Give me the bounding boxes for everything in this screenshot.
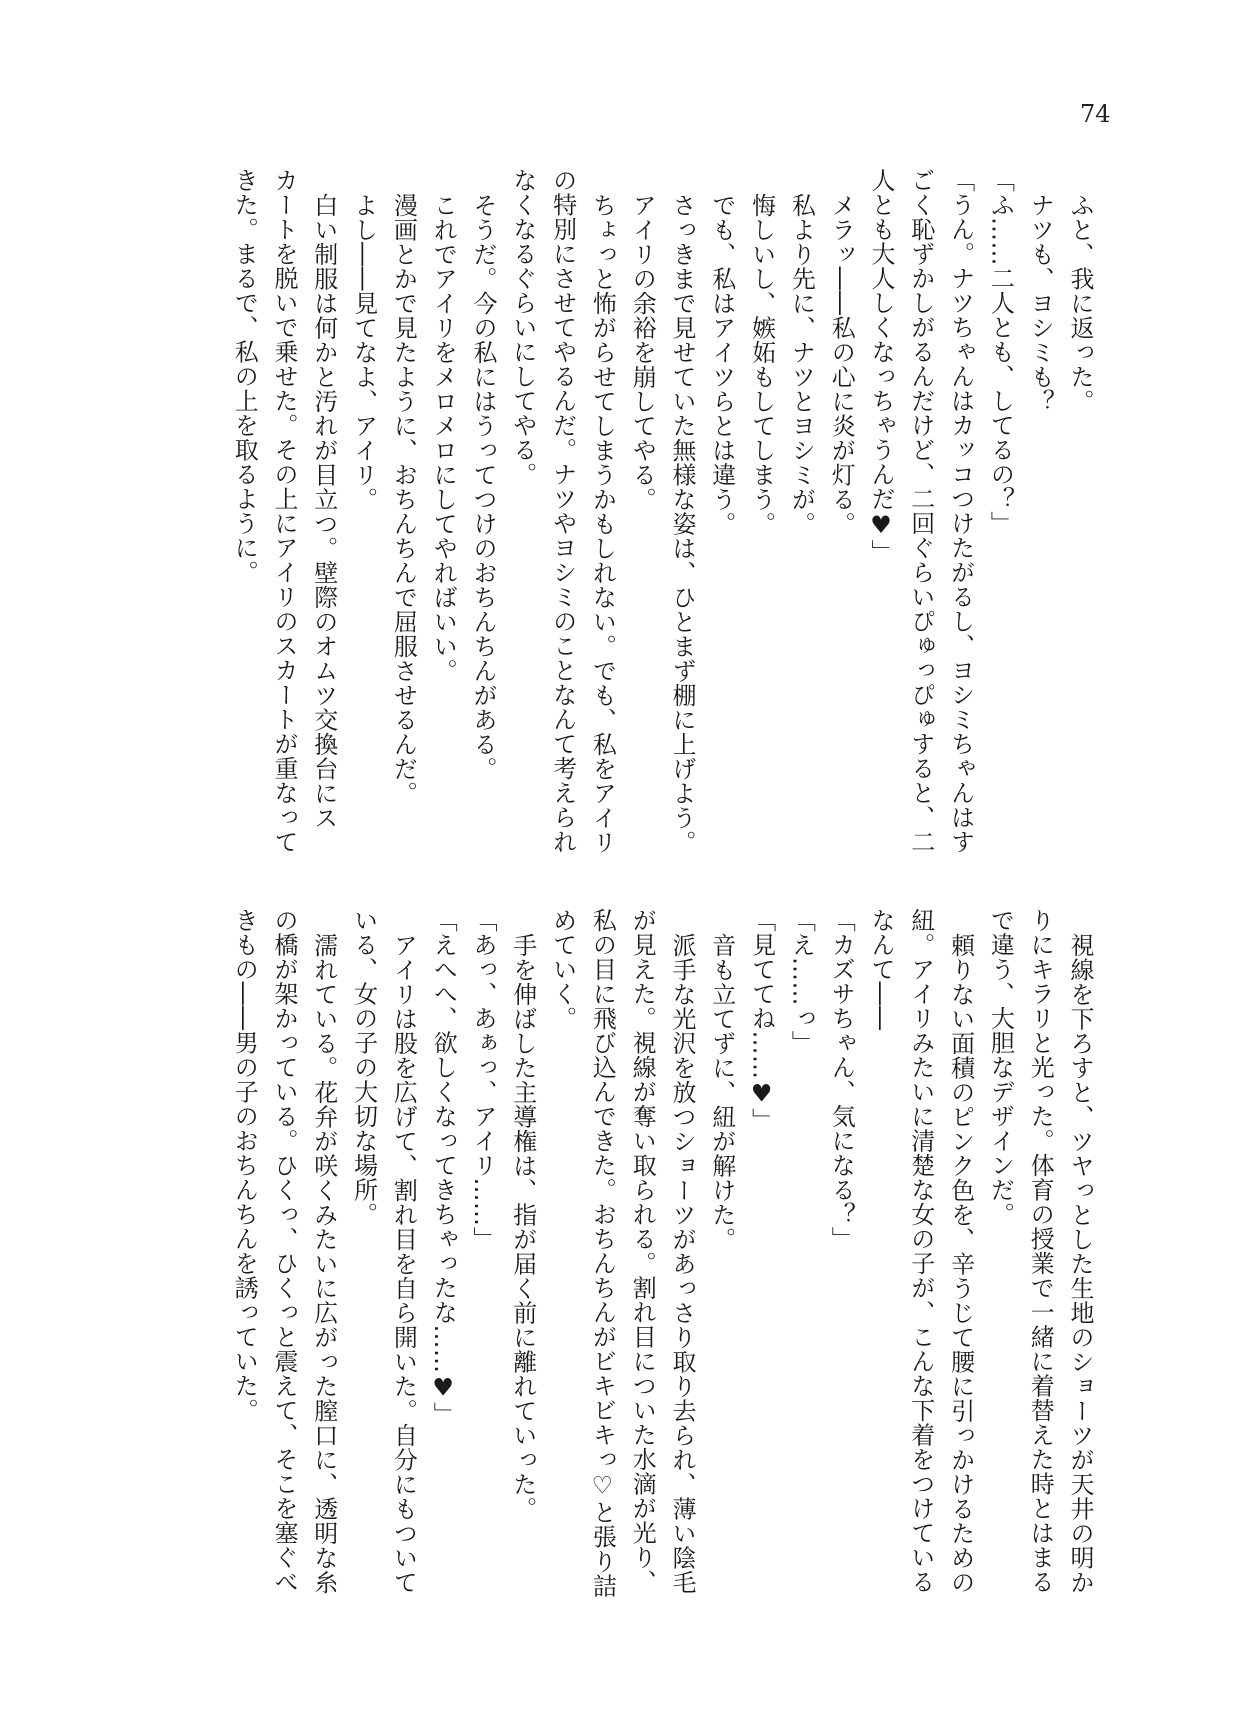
text-column: 「ふ……二人とも、してるの？」: [986, 168, 1015, 536]
text-column: アイリは股を広げて、割れ目を自ら開いた。自分にもついて: [389, 933, 418, 1595]
text-column: 音も立てずに、紐が解けた。: [707, 933, 736, 1252]
text-column: 「え……っ」: [787, 908, 816, 1055]
text-column: そうだ。今の私にはうってつけのおちんちんがある。: [469, 193, 497, 781]
text-column: アイリの余裕を崩してやる。: [628, 193, 657, 512]
text-column: りにキラリと光った。体育の授業で一緒に着替えた時とはまる: [1026, 908, 1055, 1594]
text-column: 濡れている。花弁が咲くみたいに広がった膣口に、透明な糸: [309, 933, 338, 1595]
text-column: 「カズサちゃん、気になる？」: [827, 908, 856, 1251]
text-column: ごく恥ずかしがるんだけど、二回ぐらいぴゅっぴゅすると、二: [906, 168, 935, 854]
page-number: 74: [1080, 100, 1111, 128]
text-column: これでアイリをメロメロにしてやればいい。: [429, 193, 458, 683]
text-column: 頼りない面積のピンク色を、辛うじて腰に引っかけるための: [946, 933, 975, 1595]
text-column: 白い制服は何かと汚れが目立つ。壁際のオムツ交換台にス: [309, 193, 338, 830]
text-column: メラッ――私の心に炎が灯る。: [827, 193, 856, 536]
text-column: の橋が架かっている。ひくっ、ひくっと震えて、そこを塞ぐべ: [270, 908, 298, 1594]
text-column: ナツも、ヨシミも？: [1026, 193, 1055, 414]
text-column: 紐。アイリみたいに清楚な女の子が、こんな下着をつけている: [906, 908, 935, 1594]
text-column: よし――見てなよ、アイリ。: [349, 193, 378, 512]
text-column: 「見ててね……♥」: [747, 908, 776, 1133]
text-column: いる、女の子の大切な場所。: [349, 908, 378, 1227]
text-column: ちょっと怖がらせてしまうかもしれない。でも、私をアイリ: [588, 193, 617, 855]
text-column: の特別にさせてやるんだ。ナツやヨシミのことなんて考えられ: [548, 168, 577, 854]
text-column: 手を伸ばした主導権は、指が届く前に離れていった。: [508, 933, 537, 1521]
text-column: 悔しいし、嫉妬もしてしまう。: [747, 193, 776, 536]
text-column: が見えた。視線が奪い取られる。割れ目についた水滴が光り、: [628, 908, 657, 1594]
text-column: で違う、大胆なデザインだ。: [986, 908, 1015, 1227]
text-column: 漫画とかで見たように、おちんちんで屈服させるんだ。: [389, 193, 418, 806]
text-column: 「えへへ、欲しくなってきちゃったな……♥」: [429, 908, 458, 1427]
text-column: 派手な光沢を放つショーツがあっさり取り去られ、薄い陰毛: [668, 933, 696, 1595]
text-column: めていく。: [548, 908, 577, 1031]
text-column: 私より先に、ナツとヨシミが。: [787, 193, 816, 536]
text-column: カートを脱いで乗せた。その上にアイリのスカートが重なって: [270, 168, 298, 854]
text-column: 「あっ、あぁっ、アイリ……」: [469, 908, 497, 1251]
text-column: 人とも大人しくなっちゃうんだ♥」: [867, 168, 895, 564]
text-column: ふと、我に返った。: [1066, 193, 1094, 414]
text-column: きた。まるで、私の上を取るように。: [230, 168, 259, 585]
text-column: 「うん。ナツちゃんはカッコつけたがるし、ヨシミちゃんはす: [946, 168, 975, 854]
text-column: 視線を下ろすと、ツヤっとした生地のショーツが天井の明か: [1066, 933, 1094, 1595]
text-column: 私の目に飛び込んできた。おちんちんがビキビキっ♡と張り詰: [588, 908, 617, 1598]
text-column: さっきまで見せていた無様な姿は、ひとまず棚に上げよう。: [668, 193, 696, 855]
text-column: なくなるぐらいにしてやる。: [508, 168, 537, 487]
text-column: でも、私はアイツらとは違う。: [707, 193, 736, 536]
text-column: なんて――: [867, 908, 895, 1031]
text-column: きもの――男の子のおちんちんを誘っていた。: [230, 908, 259, 1423]
